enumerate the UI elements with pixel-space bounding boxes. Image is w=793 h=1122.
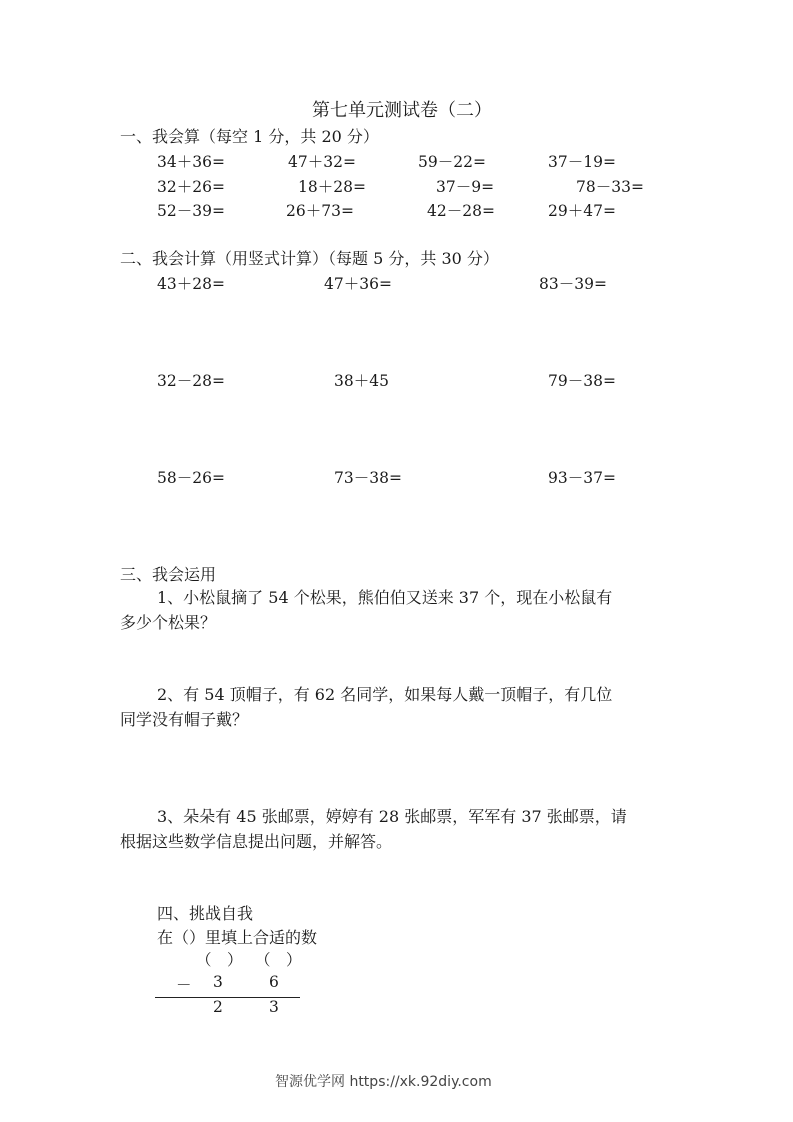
calc-item: 34＋36=: [157, 153, 225, 171]
blank-ones[interactable]: （ ）: [255, 951, 302, 969]
word-problem-line: 3、朵朵有 45 张邮票，婷婷有 28 张邮票，军军有 37 张邮票，请: [157, 807, 627, 826]
vertical-calc-item: 73－38=: [334, 469, 402, 487]
calc-item: 18＋28=: [298, 178, 366, 196]
section4-heading: 四、挑战自我: [157, 904, 254, 923]
vertical-calc-item: 58－26=: [157, 469, 225, 487]
page-title: 第七单元测试卷（二）: [312, 100, 492, 121]
vertical-calc-item: 79－38=: [548, 372, 616, 390]
calc-item: 78－33=: [576, 178, 644, 196]
word-problem-line: 2、有 54 顶帽子，有 62 名同学，如果每人戴一顶帽子，有几位: [157, 685, 613, 704]
section1-heading: 一、我会算（每空 1 分，共 20 分）: [120, 127, 379, 146]
calc-item: 52－39=: [157, 202, 225, 220]
calc-item: 47＋32=: [288, 153, 356, 171]
vertical-calc-item: 83－39=: [539, 275, 607, 293]
word-problem-line: 1、小松鼠摘了 54 个松果，熊伯伯又送来 37 个，现在小松鼠有: [157, 588, 613, 607]
calc-item: 29＋47=: [548, 202, 616, 220]
section4-instruction: 在（）里填上合适的数: [157, 928, 318, 947]
calc-item: 32＋26=: [157, 178, 225, 196]
vertical-calc-item: 32－28=: [157, 372, 225, 390]
word-problem-line: 根据这些数学信息提出问题，并解答。: [120, 832, 393, 851]
subtrahend-tens: 3: [213, 973, 223, 991]
vertical-calc-item: 93－37=: [548, 469, 616, 487]
footer-watermark: 智源优学网 https://xk.92diy.com: [275, 1074, 492, 1090]
word-problem-line: 同学没有帽子戴？: [120, 710, 249, 729]
calc-item: 37－19=: [548, 153, 616, 171]
vertical-calc-item: 43＋28=: [157, 275, 225, 293]
calc-item: 59－22=: [418, 153, 486, 171]
calc-item: 42－28=: [427, 202, 495, 220]
section2-heading: 二、我会计算（用竖式计算）（每题 5 分，共 30 分）: [120, 249, 499, 268]
minus-operator: －: [176, 976, 192, 994]
word-problem-line: 多少个松果？: [120, 613, 217, 632]
result-ones: 3: [269, 998, 279, 1016]
calc-item: 37－9=: [436, 178, 495, 196]
vertical-calc-item: 47＋36=: [324, 275, 392, 293]
section3-heading: 三、我会运用: [120, 565, 217, 584]
vertical-calc-item: 38＋45: [334, 372, 389, 390]
subtrahend-ones: 6: [269, 973, 279, 991]
calc-item: 26＋73=: [286, 202, 354, 220]
blank-tens[interactable]: （ ）: [196, 951, 243, 969]
result-tens: 2: [213, 998, 223, 1016]
